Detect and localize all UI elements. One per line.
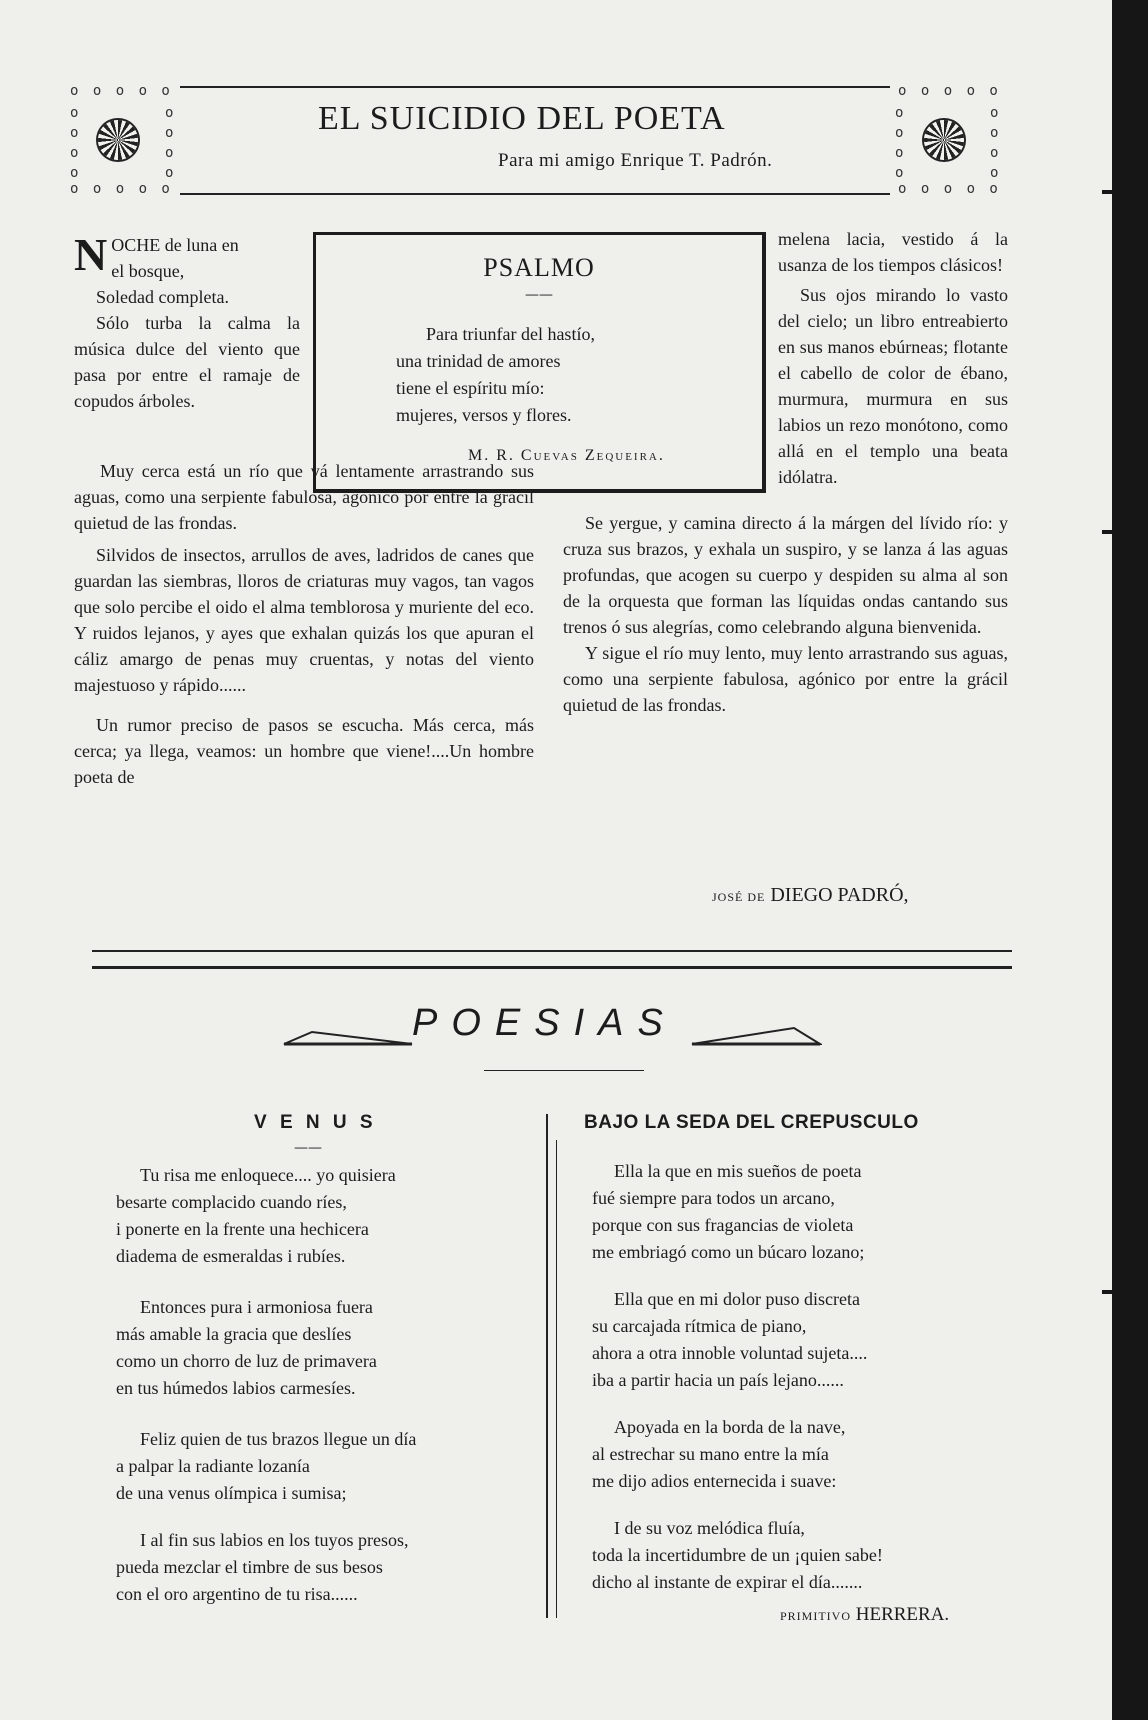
divider-rule (92, 966, 1012, 969)
psalmo-title: PSALMO (483, 253, 595, 282)
psalmo-author: M. R. Cuevas Zequeira. (468, 447, 665, 464)
venus-title: V E N U S (254, 1112, 377, 1133)
drop-cap: N (74, 229, 108, 280)
story-right-wide: Se yergue, y camina directo á la márgen del lívido río: y cruza sus brazos, y exhala un suspiro, y se lanza á las aguas profundas, que acogen su cuerpo y despiden su alma al son de la orquesta que forman las líquidas ondas cantando sus trenos ó sus alegrías, como celebrando alguna bienvenida. Y sigue el río muy lento, muy lento arrastrando sus aguas, como una serpiente fabulosa, agónico por entre la grácil quietud de las frondas. (563, 513, 1008, 715)
scan-edge (1112, 0, 1148, 1720)
stanza: I al fin sus labios en los tuyos presos, pueda mezclar el timbre de sus besos con el oro argentino de tu risa...... (116, 1530, 409, 1604)
header-rule-top (180, 86, 890, 88)
psalmo-poem: Para triunfar del hastío, una trinidad de amores tiene el espíritu mío: mujeres, versos y flores. (396, 324, 595, 425)
stanza: Tu risa me enloquece.... yo quisiera besarte complacido cuando ríes, i ponerte en la frente una hechicera diadema de esmeraldas i rubíes. (116, 1165, 396, 1266)
story-left-narrow: N OCHE de luna en el bosque, Soledad completa. Sólo turba la calma la música dulce del viento que pasa por entre el ramaje de copudos árboles. (74, 229, 300, 411)
bajo-signature: PRIMITIVO HERRERA. (780, 1604, 950, 1625)
poesias-heading: POESIAS (412, 1002, 677, 1044)
psalmo-box (313, 232, 766, 493)
dedication: Para mi amigo Enrique T. Padrón. (498, 150, 773, 171)
divider-rule (92, 950, 1012, 952)
magazine-page: o o o o o o o o o o o o o o o o o o o o o o o o o o o o o o o o o o o o EL SUICIDIO DEL POETA Para mi amigo Enrique T. Padrón. PSALMO —— Para triunfar del hastío, una trinidad de amores tiene el espíritu mío: mujeres, versos y flores. M. R. Cuevas Zequeira. N OCHE de luna en el bosque, Soledad completa. Sólo turba la calma la música dulce del viento que pasa por entre el ramaje de copudos árboles. Muy cerca está un río que vá lentamente arrastrando sus aguas, como una serpiente fabulosa, agónico por entre la grácil quietud de las frondas. Silvidos de insectos, arrullos de aves, ladridos de canes que guardan las siembras, lloros de criaturas muy vagos, tan vagos que solo percibe el oido el alma temblorosa y muriente del eco. Y ruidos lejanos, y ayes que exhalan quizás los que apuran el cáliz amargo de penas muy cruentas, y notas del viento majestuoso y rápido...... Un rumor preciso de pasos se escucha. Más cerca, más cerca; ya llega, veamos: un hombre que viene!....Un hombre poeta de melena lacia, vestido á la usanza de los tiempos clásicos! Sus ojos mirando lo vasto del cielo; un libro entreabierto en sus manos ebúrneas; flotante el cabello de color de ébano, murmura, murmura en sus labios un rezo monótono, como allá en el templo una beata idólatra. Se yergue, y camina directo á la márgen del lívido río: y cruza sus brazos, y exhala un suspiro, y se lanza á las aguas profundas, que acogen su cuerpo y despiden su alma al son de la orquesta que forman las líquidas ondas cantando sus trenos ó sus alegrías, como celebrando alguna bienvenida. Y sigue el río muy lento, muy lento arrastrando sus aguas, como una serpiente fabulosa, agónico por entre la grácil quietud de las frondas. JOSÉ DE DIEGO PADRÓ, POESIAS V E N U S —— Tu risa me enloquece.... yo quisiera besarte complacido cuando ríes, i ponerte en la frente una hechicera diadema de esmeraldas i rubíes. Entonces pura i armoniosa fuera más amable la gracia que deslíes como un chorro de luz de primavera en tus húmedos labios carmesíes. Feliz quien de tus brazos llegue un día a palpar la radiante lozanía de una venus olímpica i sumisa; I al fin sus labios en los tuyos presos, pueda mezclar el timbre de sus besos con el oro argentino de tu risa...... BAJO LA SEDA DEL CREPUSCULO Ella la que en mis sueños de poeta fué siempre para todos un arcano, porque con sus fragancias de violeta me embriagó como un búcaro lozano; Ella que en mi dolor puso discreta su carcajada rítmica de piano, ahora a otra innoble voluntad sujeta.... iba a partir hacia un país lejano...... Apoyada en la borda de la nave, al estrechar su mano entre la mía me dijo adios enternecida i suave: I de su voz melódica fluía, toda la incertidumbre de un ¡quien sabe! dicho al instante de expirar el día....... PRIMITIVO HERRERA. (0, 0, 1148, 1720)
story-signature: JOSÉ DE DIEGO PADRÓ, (712, 884, 909, 906)
column-separator (556, 1140, 557, 1618)
stanza: Apoyada en la borda de la nave, al estrechar su mano entre la mía me dijo adios enternecida i suave: (592, 1417, 846, 1491)
rosette-icon (98, 120, 138, 160)
stanza: Feliz quien de tus brazos llegue un día a palpar la radiante lozanía de una venus olímpica i sumisa; (116, 1429, 417, 1503)
story-right-narrow: melena lacia, vestido á la usanza de los tiempos clásicos! Sus ojos mirando lo vasto del cielo; un libro entreabierto en sus manos ebúrneas; flotante el cabello de color de ébano, murmura, murmura en sus labios un rezo monótono, como allá en el templo una beata idólatra. (778, 229, 1008, 487)
venus-poem (116, 1162, 416, 1628)
psalmo-dash: —— (525, 287, 553, 303)
stanza: Ella la que en mis sueños de poeta fué siempre para todos un arcano, porque con sus fragancias de violeta me embriagó como un búcaro lozano; (592, 1161, 865, 1262)
heading-underline (484, 1070, 644, 1071)
rosette-icon (924, 120, 964, 160)
bajo-title: BAJO LA SEDA DEL CREPUSCULO (584, 1112, 919, 1133)
stanza: Entonces pura i armoniosa fuera más amable la gracia que deslíes como un chorro de luz de primavera en tus húmedos labios carmesíes. (116, 1297, 377, 1398)
story-left-wide: Muy cerca está un río que vá lentamente arrastrando sus aguas, como una serpiente fabulosa, agónico por entre la grácil quietud de las frondas. Silvidos de insectos, arrullos de aves, ladridos de canes que guardan las siembras, lloros de criaturas muy vagos, tan vagos que solo percibe el oido el alma temblorosa y muriente del eco. Y ruidos lejanos, y ayes que exhalan quizás los que apuran el cáliz amargo de penas muy cruentas, y notas del viento majestuoso y rápido...... Un rumor preciso de pasos se escucha. Más cerca, más cerca; ya llega, veamos: un hombre que viene!....Un hombre poeta de (74, 461, 534, 787)
article-title: EL SUICIDIO DEL POETA (318, 100, 726, 137)
column-separator (546, 1114, 548, 1618)
header-rule-bottom (180, 193, 890, 195)
venus-dash: —— (294, 1140, 322, 1156)
stanza: I de su voz melódica fluía, toda la incertidumbre de un ¡quien sabe! dicho al instante de expirar el día....... (592, 1518, 883, 1592)
bajo-poem (592, 1158, 883, 1616)
stanza: Ella que en mi dolor puso discreta su carcajada rítmica de piano, ahora a otra innoble voluntad sujeta.... iba a partir hacia un país lejano...... (592, 1289, 868, 1390)
